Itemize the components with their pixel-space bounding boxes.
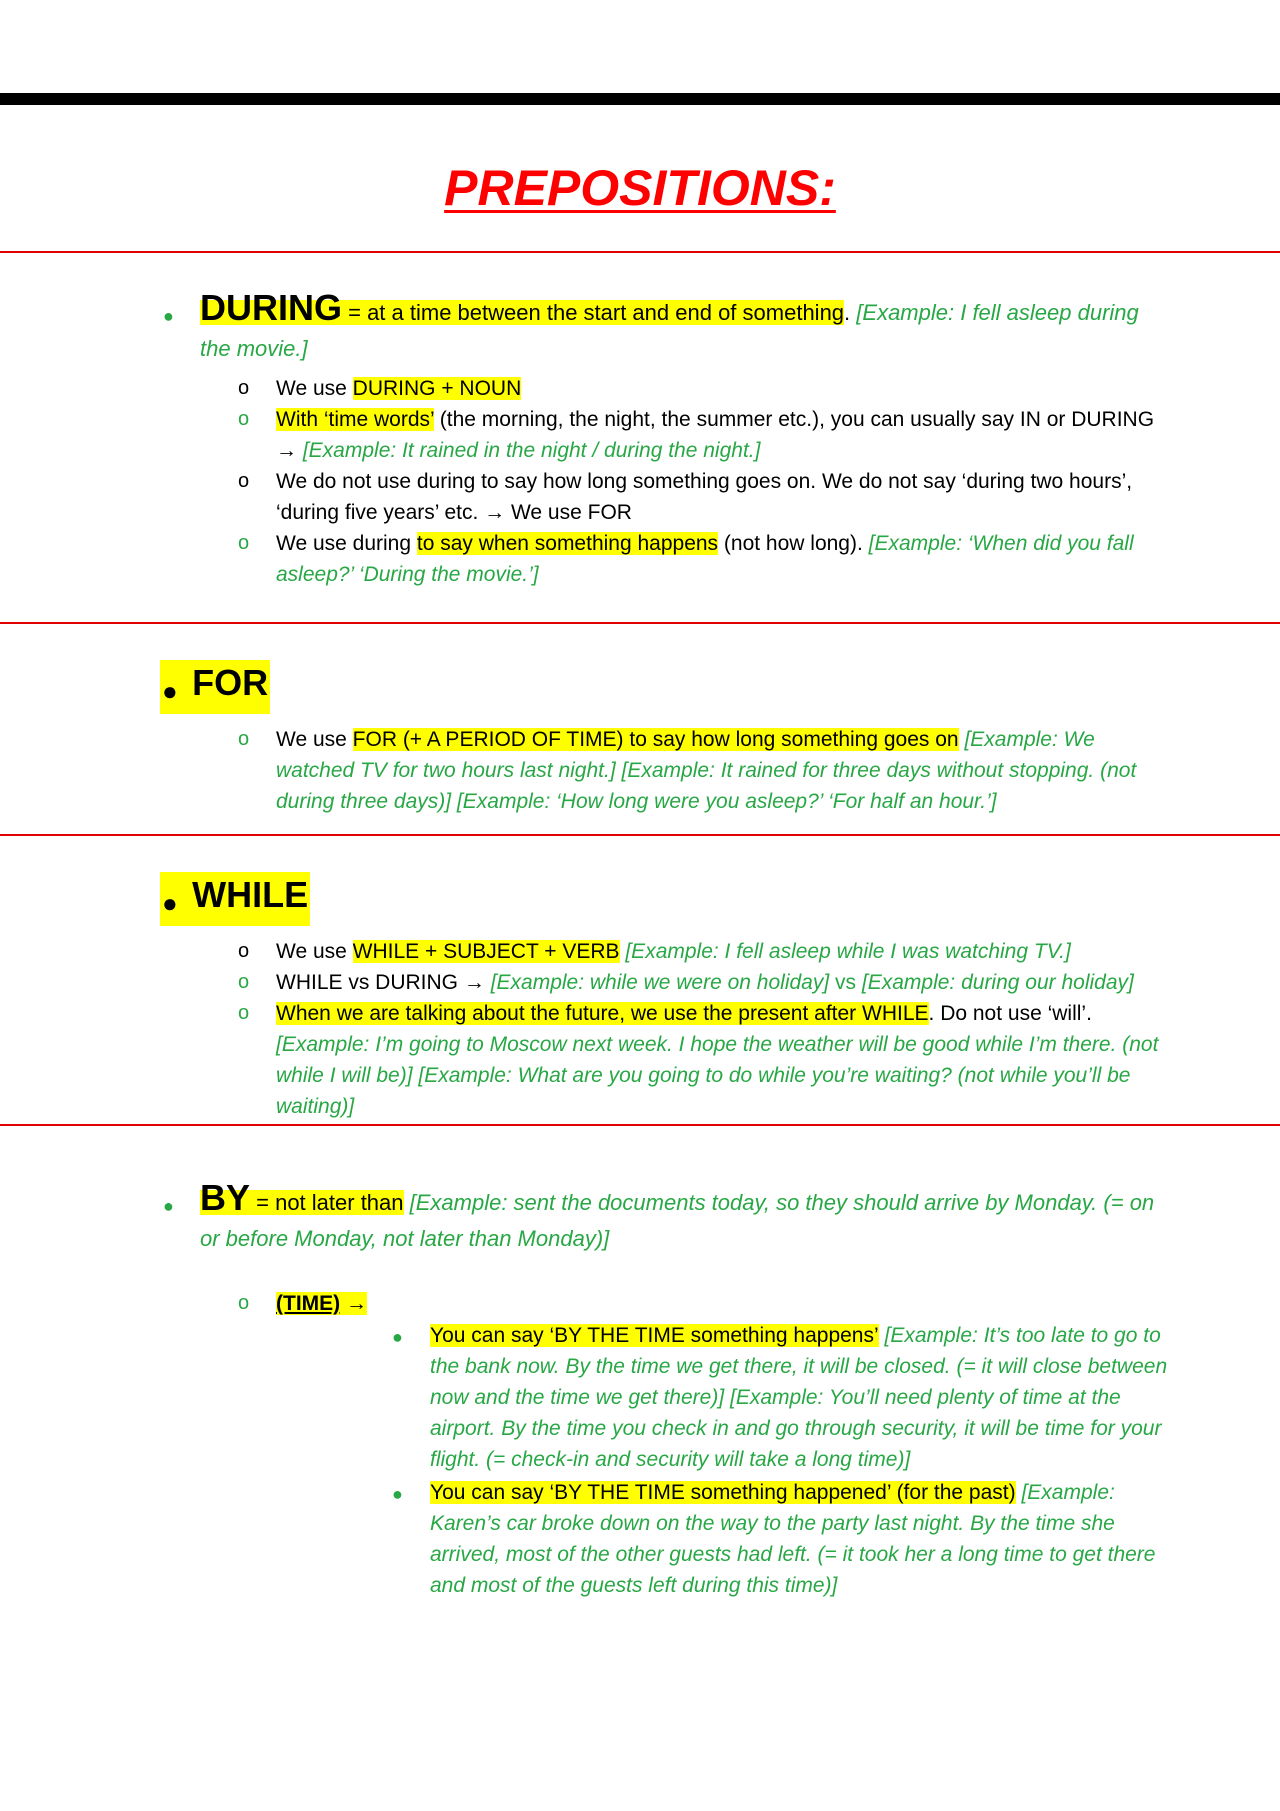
item-example: [Example: I fell asleep while I was watching TV.] — [619, 940, 1071, 963]
time-label: (TIME) — [276, 1292, 341, 1315]
item-text: We use — [276, 940, 353, 963]
circle-bullet-icon: o — [238, 728, 250, 750]
item-highlight: to say when something happens — [416, 532, 719, 555]
circle-bullet-icon: o — [238, 940, 250, 962]
item-text: (not how long). — [718, 532, 869, 555]
circle-bullet-icon: o — [238, 408, 250, 430]
item-text: vs — [829, 971, 862, 994]
circle-bullet-icon: o — [238, 470, 250, 492]
circle-bullet-icon: o — [238, 1002, 250, 1024]
item-highlight: When we are talking about the future, we use the present after WHILE — [276, 1002, 929, 1025]
item-highlight: With ‘time words’ — [276, 408, 434, 431]
bullet-icon: ● — [162, 887, 193, 918]
for-heading: FOR — [192, 662, 269, 703]
during-item-1 — [276, 373, 1176, 404]
item-highlight: FOR (+ A PERIOD OF TIME) to say how long something goes on — [352, 728, 959, 751]
during-highlight — [200, 287, 845, 328]
item-highlight: You can say ‘BY THE TIME something happens’ — [430, 1324, 879, 1347]
item-highlight: DURING + NOUN — [352, 377, 522, 400]
circle-bullet-icon: o — [238, 1292, 250, 1314]
divider — [0, 622, 1280, 624]
during-example: [Example: I fell asleep during the movie.] — [200, 300, 1139, 361]
while-item-2 — [276, 967, 1176, 998]
by-def: = not later than — [250, 1190, 404, 1215]
bullet-icon: ● — [163, 306, 174, 326]
item-highlight: You can say ‘BY THE TIME something happened’ (for the past) — [430, 1481, 1016, 1504]
while-heading-box — [160, 872, 310, 926]
by-item-1 — [430, 1320, 1175, 1475]
while-item-3 — [276, 998, 1176, 1122]
by-definition — [200, 1177, 1170, 1257]
circle-bullet-icon: o — [238, 971, 250, 993]
item-example: [Example: It’s too late to go to the bank now. By the time we get there, it will be closed. (= it will close between now and the time we get there)] [Example: You’ll need plenty of time at the airport. By the time you check in and go through security, it will be time for your flight. (= check-in and security will take a long time)] — [430, 1324, 1168, 1471]
for-item-1 — [276, 724, 1176, 817]
item-highlight: WHILE + SUBJECT + VERB — [352, 940, 620, 963]
item-text: (the morning, the night, the summer etc.), you can usually say IN or DURING → — [276, 408, 1155, 462]
bullet-icon: ● — [392, 1484, 403, 1504]
item-example: [Example: It rained in the night / during the night.] — [302, 439, 761, 462]
arrow-icon: → — [340, 1292, 367, 1315]
divider — [0, 1124, 1280, 1126]
during-dot: . — [844, 300, 851, 325]
by-example: [Example: sent the documents today, so they should arrive by Monday. (= on or before Monday, not later than Monday)] — [200, 1190, 1155, 1251]
page-title: PREPOSITIONS: — [444, 160, 836, 216]
by-highlight — [200, 1177, 404, 1218]
by-item-2 — [430, 1477, 1175, 1601]
bullet-icon: ● — [162, 675, 193, 706]
item-example: [Example: We watched TV for two hours last night.] [Example: It rained for three days without stopping. (not during three days)] [Example: ‘How long were you asleep?’ ‘For half an hour.’] — [276, 728, 1137, 813]
item-example: [Example: I’m going to Moscow next week. I hope the weather will be good while I’m there. (not while I will be)] [Example: What are you going to do while you’re waiting? (not while you’ll be waiting)] — [276, 1033, 1159, 1118]
item-text: We use during — [276, 532, 417, 555]
item-example: [Example: ‘When did you fall asleep?’ ‘During the movie.’] — [276, 532, 1134, 586]
bullet-icon: ● — [163, 1196, 174, 1216]
divider — [0, 251, 1280, 253]
item-example: [Example: during our holiday] — [861, 971, 1134, 994]
item-text: We do not use during to say how long something goes on. We do not say ‘during two hours’, ‘during five years’ etc. → We use FOR — [276, 470, 1133, 524]
during-heading: DURING — [200, 287, 342, 328]
item-text: We use — [276, 377, 353, 400]
while-item-1 — [276, 936, 1176, 967]
by-heading: BY — [200, 1177, 251, 1218]
divider — [0, 834, 1280, 836]
during-item-4 — [276, 528, 1176, 590]
item-example: [Example: while we were on holiday] — [490, 971, 830, 994]
item-text: WHILE vs DURING → — [276, 971, 491, 994]
by-time-label — [276, 1288, 1176, 1319]
during-item-2 — [276, 404, 1176, 466]
during-definition — [200, 287, 1170, 367]
circle-bullet-icon: o — [238, 532, 250, 554]
for-heading-box — [160, 660, 270, 714]
item-text: We use — [276, 728, 353, 751]
bullet-icon: ● — [392, 1327, 403, 1347]
during-def: = at a time between the start and end of something — [342, 300, 845, 325]
item-example: [Example: Karen’s car broke down on the way to the party last night. By the time she arrived, most of the other guests had left. (= it took her a long time to get there and most of the guests left during this time)] — [430, 1481, 1156, 1597]
item-text: . Do not use ‘will’. — [928, 1002, 1092, 1025]
top-border-bar — [0, 93, 1280, 105]
while-heading: WHILE — [192, 874, 309, 915]
circle-bullet-icon: o — [238, 377, 250, 399]
during-item-3 — [276, 466, 1176, 528]
